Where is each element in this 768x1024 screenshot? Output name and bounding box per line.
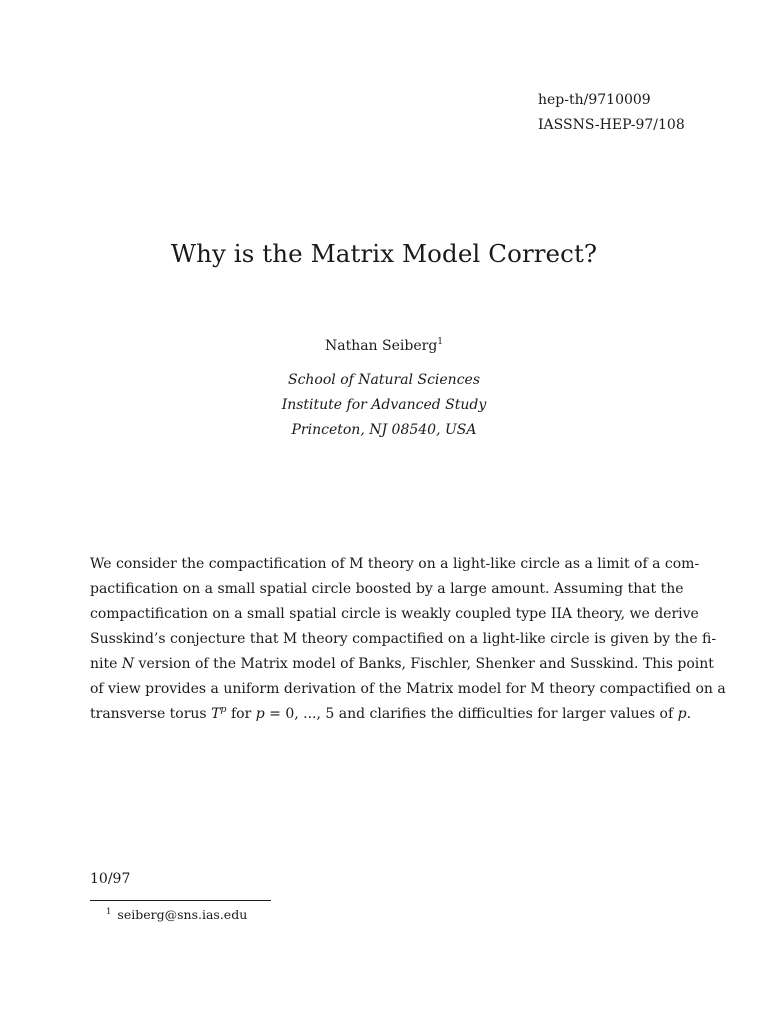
institute-report-id: IASSNS-HEP-97/108 bbox=[538, 117, 685, 133]
affiliation-line-1: School of Natural Sciences bbox=[287, 372, 481, 388]
math-variable: T bbox=[211, 706, 221, 722]
abstract-text: transverse torus bbox=[90, 706, 212, 722]
abstract bbox=[90, 552, 726, 727]
author-footnote-mark: 1 bbox=[437, 337, 444, 347]
affiliation bbox=[0, 368, 768, 443]
author-block bbox=[0, 334, 768, 443]
report-numbers bbox=[538, 88, 685, 138]
abstract-text: = 0, ..., 5 and clarifies the difficulties for larger values of bbox=[264, 706, 678, 722]
author-name: Nathan Seiberg bbox=[324, 338, 438, 354]
abstract-text: for bbox=[226, 706, 256, 722]
abstract-line-2: pactification on a small spatial circle boosted by a large amount. Assuming that the bbox=[90, 581, 684, 597]
math-variable: p bbox=[255, 706, 265, 722]
abstract-text: . bbox=[686, 706, 692, 722]
abstract-line-7 bbox=[90, 702, 692, 727]
arxiv-id: hep-th/9710009 bbox=[538, 92, 651, 108]
author-line bbox=[0, 334, 768, 359]
abstract-line-6: of view provides a uniform derivation of the Matrix model for M theory compactified on a bbox=[90, 681, 726, 697]
affiliation-line-2: Institute for Advanced Study bbox=[281, 397, 487, 413]
math-superscript: p bbox=[220, 704, 227, 715]
date: 10/97 bbox=[90, 871, 131, 887]
abstract-text: version of the Matrix model of Banks, Fischler, Shenker and Susskind. This point bbox=[134, 656, 714, 672]
author-email: seiberg@sns.ias.edu bbox=[117, 907, 248, 922]
footnote-rule bbox=[90, 900, 271, 901]
abstract-line-3: compactification on a small spatial circle is weakly coupled type IIA theory, we derive bbox=[90, 606, 699, 622]
abstract-line-5 bbox=[90, 652, 714, 677]
paper-title: Why is the Matrix Model Correct? bbox=[170, 239, 598, 268]
abstract-line-1: We consider the compactification of M theory on a light-like circle as a limit of a com- bbox=[90, 556, 700, 572]
footnote-mark: 1 bbox=[106, 907, 112, 917]
affiliation-line-3: Princeton, NJ 08540, USA bbox=[291, 422, 477, 438]
math-variable: N bbox=[121, 656, 135, 672]
math-torus bbox=[211, 706, 226, 722]
abstract-text: nite bbox=[90, 656, 122, 672]
footnote bbox=[106, 905, 247, 925]
abstract-line-4: Susskind’s conjecture that M theory compactified on a light-like circle is given by the fi- bbox=[90, 631, 717, 647]
math-variable: p bbox=[677, 706, 687, 722]
